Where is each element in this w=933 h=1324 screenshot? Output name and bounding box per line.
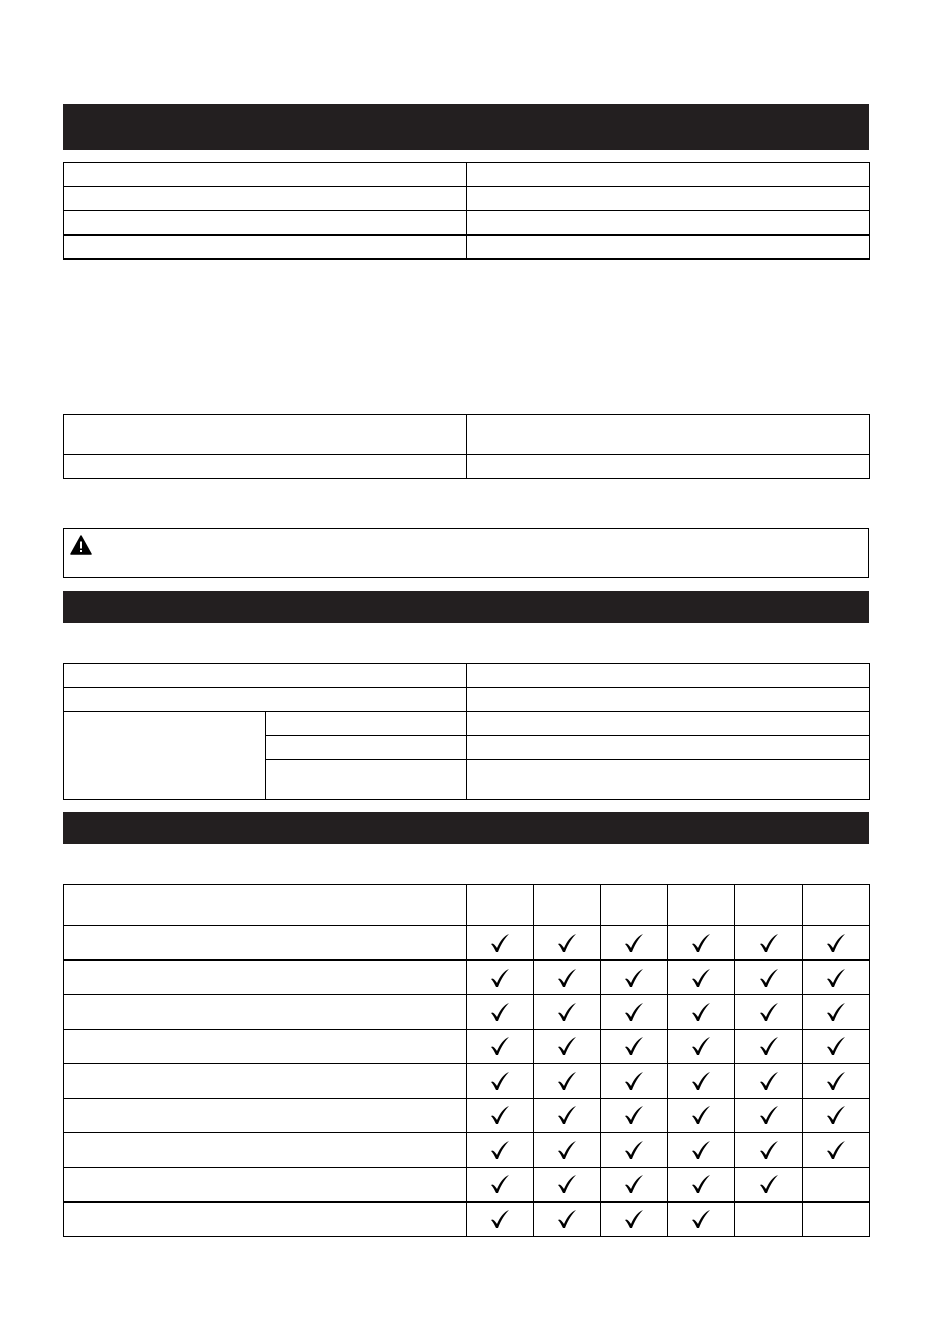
- check-cell: [601, 1133, 668, 1168]
- table-row: [64, 455, 870, 479]
- check-icon: [826, 1105, 846, 1125]
- table-row: [64, 995, 870, 1030]
- check-cell: [735, 1098, 803, 1133]
- check-icon: [557, 1105, 577, 1125]
- check-cell: [601, 926, 668, 961]
- check-icon: [826, 968, 846, 988]
- check-cell: [601, 1029, 668, 1064]
- check-cell: [803, 1029, 870, 1064]
- check-icon: [557, 1174, 577, 1194]
- check-icon: [691, 1002, 711, 1022]
- check-cell: [601, 960, 668, 995]
- table-cell: [64, 187, 467, 211]
- check-cell: [735, 1029, 803, 1064]
- check-cell: [668, 1098, 735, 1133]
- check-cell: [534, 1167, 601, 1202]
- check-cell: [534, 1098, 601, 1133]
- table-cell: [467, 688, 870, 712]
- check-icon: [826, 1140, 846, 1160]
- check-icon: [557, 1140, 577, 1160]
- table-header-cell: [735, 885, 803, 926]
- table-header-cell: [64, 885, 467, 926]
- table-cell: [64, 688, 467, 712]
- table-cell: [64, 211, 467, 235]
- check-cell: [803, 1064, 870, 1099]
- check-icon: [557, 1209, 577, 1229]
- check-cell: [601, 1064, 668, 1099]
- warning-triangle-icon: [70, 535, 92, 555]
- check-cell: [534, 960, 601, 995]
- table-cell: [467, 235, 870, 259]
- check-icon: [490, 1036, 510, 1056]
- check-icon: [490, 1209, 510, 1229]
- check-icon: [557, 1036, 577, 1056]
- table-row-label: [64, 1133, 467, 1168]
- check-icon: [691, 1140, 711, 1160]
- check-icon: [557, 968, 577, 988]
- table-cell: [64, 415, 467, 455]
- check-icon: [557, 933, 577, 953]
- check-icon: [624, 1071, 644, 1091]
- check-cell: [534, 995, 601, 1030]
- check-icon: [490, 1174, 510, 1194]
- table-cell: [266, 736, 467, 760]
- check-icon: [759, 1105, 779, 1125]
- table-row-label: [64, 1064, 467, 1099]
- table-row: [64, 235, 870, 259]
- check-cell: [534, 1029, 601, 1064]
- check-icon: [759, 1140, 779, 1160]
- check-icon: [691, 968, 711, 988]
- table-cell: [467, 415, 870, 455]
- table-row: [64, 211, 870, 235]
- table-row-label: [64, 960, 467, 995]
- check-icon: [624, 1002, 644, 1022]
- check-icon: [624, 1036, 644, 1056]
- table-row: [64, 960, 870, 995]
- check-icon: [691, 1209, 711, 1229]
- check-cell: [803, 1202, 870, 1237]
- check-cell: [668, 1064, 735, 1099]
- check-icon: [490, 1140, 510, 1160]
- check-icon: [759, 1071, 779, 1091]
- check-icon: [759, 1174, 779, 1194]
- table-row-label: [64, 1167, 467, 1202]
- check-cell: [668, 1202, 735, 1237]
- check-icon: [759, 968, 779, 988]
- check-cell: [467, 1064, 534, 1099]
- check-cell: [803, 995, 870, 1030]
- table-row: [64, 664, 870, 688]
- table-cell: [467, 163, 870, 187]
- check-cell: [803, 960, 870, 995]
- check-cell: [534, 1202, 601, 1237]
- check-icon: [490, 968, 510, 988]
- warning-box: [63, 528, 869, 578]
- section-header-1: [63, 104, 869, 150]
- table-row-label: [64, 995, 467, 1030]
- check-icon: [624, 933, 644, 953]
- check-cell: [467, 960, 534, 995]
- check-cell: [467, 1202, 534, 1237]
- check-cell: [668, 926, 735, 961]
- check-cell: [735, 960, 803, 995]
- spec-table-1: [63, 162, 870, 260]
- table-row-label: [64, 1029, 467, 1064]
- check-cell: [467, 995, 534, 1030]
- check-icon: [691, 933, 711, 953]
- check-icon: [557, 1071, 577, 1091]
- check-icon: [759, 1036, 779, 1056]
- table-row: [64, 1167, 870, 1202]
- check-cell: [735, 995, 803, 1030]
- check-cell: [467, 1098, 534, 1133]
- table-row: [64, 688, 870, 712]
- table-row: [64, 926, 870, 961]
- table-cell: [467, 760, 870, 800]
- check-icon: [490, 1071, 510, 1091]
- check-cell: [467, 926, 534, 961]
- table-header-cell: [534, 885, 601, 926]
- table-header-cell: [601, 885, 668, 926]
- check-icon: [490, 1105, 510, 1125]
- table-cell: [64, 163, 467, 187]
- check-cell: [735, 1064, 803, 1099]
- check-icon: [691, 1174, 711, 1194]
- check-icon: [624, 1209, 644, 1229]
- table-row: [64, 1202, 870, 1237]
- check-icon: [691, 1071, 711, 1091]
- table-row: [64, 187, 870, 211]
- check-cell: [534, 926, 601, 961]
- check-cell: [601, 995, 668, 1030]
- check-icon: [826, 1036, 846, 1056]
- table-row-label: [64, 926, 467, 961]
- check-cell: [668, 1167, 735, 1202]
- section-header-2: [63, 591, 869, 623]
- check-cell: [668, 960, 735, 995]
- table-cell: [467, 712, 870, 736]
- check-icon: [557, 1002, 577, 1022]
- table-row: [64, 163, 870, 187]
- check-icon: [624, 1105, 644, 1125]
- check-icon: [826, 933, 846, 953]
- check-cell: [668, 1133, 735, 1168]
- table-row: [64, 712, 870, 736]
- table-cell: [64, 455, 467, 479]
- check-icon: [624, 1174, 644, 1194]
- check-cell: [601, 1098, 668, 1133]
- check-cell: [668, 995, 735, 1030]
- table-row: [64, 1098, 870, 1133]
- check-cell: [601, 1202, 668, 1237]
- check-icon: [691, 1036, 711, 1056]
- check-icon: [691, 1105, 711, 1125]
- check-cell: [534, 1133, 601, 1168]
- check-cell: [601, 1167, 668, 1202]
- table-group-label: [64, 712, 266, 800]
- check-icon: [826, 1071, 846, 1091]
- table-cell: [467, 187, 870, 211]
- table-cell: [266, 712, 467, 736]
- check-icon: [490, 1002, 510, 1022]
- table-header-cell: [467, 885, 534, 926]
- table-row: [64, 1029, 870, 1064]
- check-icon: [490, 933, 510, 953]
- table-cell: [467, 211, 870, 235]
- check-icon: [624, 968, 644, 988]
- check-cell: [803, 1167, 870, 1202]
- table-row-label: [64, 1202, 467, 1237]
- table-cell: [467, 455, 870, 479]
- table-row: [64, 415, 870, 455]
- table-cell: [64, 235, 467, 259]
- check-cell: [803, 926, 870, 961]
- check-cell: [467, 1133, 534, 1168]
- table-header-row: [64, 885, 870, 926]
- check-cell: [467, 1029, 534, 1064]
- table-cell: [64, 664, 467, 688]
- table-row: [64, 1064, 870, 1099]
- table-header-cell: [668, 885, 735, 926]
- table-cell: [266, 760, 467, 800]
- spec-table-3: [63, 663, 870, 800]
- section-header-3: [63, 812, 869, 844]
- check-cell: [668, 1029, 735, 1064]
- check-icon: [759, 933, 779, 953]
- check-cell: [735, 926, 803, 961]
- table-cell: [467, 664, 870, 688]
- spec-table-2: [63, 414, 870, 479]
- check-cell: [467, 1167, 534, 1202]
- check-cell: [803, 1133, 870, 1168]
- table-row-label: [64, 1098, 467, 1133]
- check-cell: [735, 1202, 803, 1237]
- check-icon: [624, 1140, 644, 1160]
- check-cell: [735, 1133, 803, 1168]
- check-cell: [534, 1064, 601, 1099]
- check-icon: [826, 1002, 846, 1022]
- table-row: [64, 1133, 870, 1168]
- compatibility-table: [63, 884, 870, 1237]
- check-cell: [803, 1098, 870, 1133]
- table-cell: [467, 736, 870, 760]
- check-icon: [759, 1002, 779, 1022]
- check-cell: [735, 1167, 803, 1202]
- table-header-cell: [803, 885, 870, 926]
